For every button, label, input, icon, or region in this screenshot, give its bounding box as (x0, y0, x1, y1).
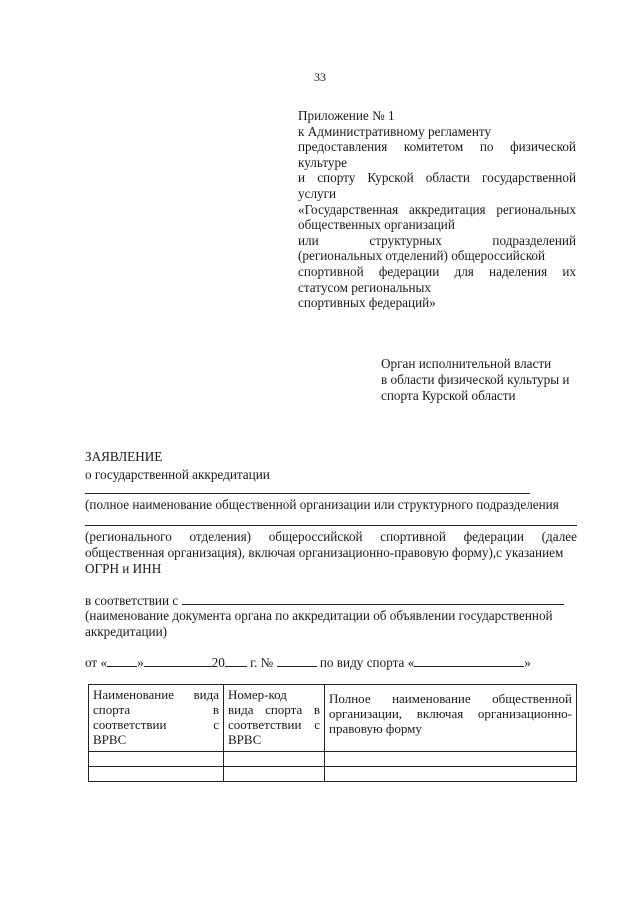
appendix-line: спортивных федераций» (298, 295, 436, 311)
sport-field[interactable] (414, 654, 524, 667)
date-month-field[interactable] (144, 654, 212, 667)
appendix-line: «Государственная аккредитация региональных (298, 201, 576, 217)
appendix-line: культуре (298, 154, 347, 170)
date-day-field[interactable] (107, 654, 137, 667)
date-prefix: от « (85, 655, 108, 670)
appendix-line: и спорту Курской области государственной (298, 170, 576, 186)
table-cell[interactable] (325, 767, 577, 782)
header-sport-code: Номер-код вида спорта в соответствии с ВРВС (224, 685, 325, 752)
accordance-document-field[interactable] (182, 592, 564, 605)
table-cell[interactable] (224, 767, 325, 782)
appendix-line: общественных организаций (298, 217, 455, 233)
org-name-field[interactable] (85, 493, 530, 494)
appendix-line: услуги (298, 185, 337, 201)
org-name-hint: (полное наименование общественной организации или структурного подразделения (85, 497, 559, 512)
appendix-header (298, 108, 576, 311)
table-cell[interactable] (89, 752, 224, 767)
appendix-line: (региональных отделений) общероссийской (298, 248, 546, 264)
statement-subtitle: о государственной аккредитации (85, 467, 270, 482)
year-prefix: 20 (211, 655, 225, 670)
appendix-line: спортивной федерации для наделения их (298, 263, 576, 279)
table-row (89, 767, 577, 782)
header-sport-name: Наименование вида спорта в соответствии с ВРВС (89, 685, 224, 752)
org-hint-line: общественная организация), включая организационно-правовую форму),с указанием (85, 545, 564, 560)
sport-close: » (524, 655, 531, 670)
number-label: г. № (250, 655, 274, 670)
table-cell[interactable] (224, 752, 325, 767)
header-org-fullname: Полное наименование общественной организации, включая организационно- правовую форму (325, 685, 577, 752)
table-cell[interactable] (325, 752, 577, 767)
addressee-line: спорта Курской области (381, 388, 516, 403)
statement-title: ЗАЯВЛЕНИЕ (85, 449, 163, 464)
accordance-row (85, 592, 577, 609)
date-number-row (85, 654, 577, 671)
document-hint-line: (наименование документа органа по аккредитации об объявлении государственной (85, 608, 553, 623)
org-hint-line: (регионального отделения) общероссийской спортивной федерации (далее (85, 529, 577, 544)
addressee-line: в области физической культуры и (381, 372, 570, 387)
date-close: » (137, 655, 144, 670)
appendix-line: Приложение № 1 (298, 108, 395, 123)
sport-label: по виду спорта « (319, 655, 415, 670)
addressee-line: Орган исполнительной власти (381, 356, 552, 371)
year-field[interactable] (225, 654, 247, 667)
org-hint-line: ОГРН и ИНН (85, 561, 162, 576)
addressee-block (381, 356, 581, 404)
table-cell[interactable] (89, 767, 224, 782)
document-number-field[interactable] (277, 654, 317, 667)
document-hint-line: аккредитации) (85, 624, 168, 639)
accordance-label: в соответствии с (85, 593, 179, 608)
appendix-line: или структурных подразделений (298, 232, 576, 248)
table-row (89, 752, 577, 767)
sports-table (88, 684, 577, 782)
table-header-row (89, 685, 577, 752)
appendix-line: статусом региональных (298, 279, 431, 295)
page-number: 33 (314, 70, 326, 84)
appendix-line: предоставления комитетом по физической (298, 139, 576, 155)
appendix-line: к Административному регламенту (298, 123, 492, 139)
org-name-field-2[interactable] (85, 525, 577, 526)
